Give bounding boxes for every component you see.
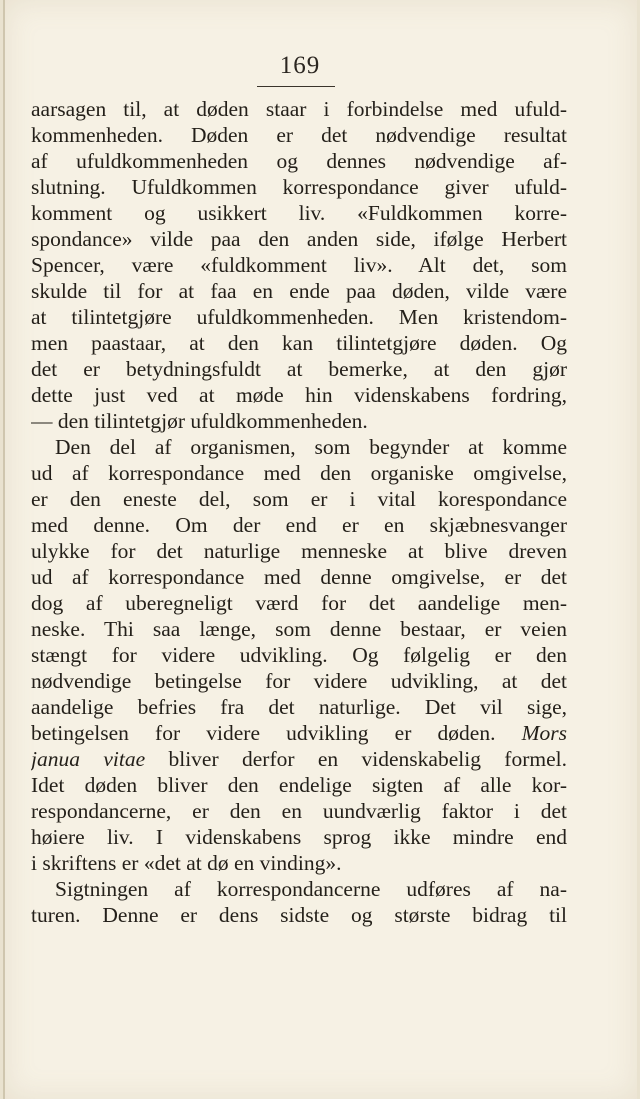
text-line: Spencer, være «fuldkomment liv». Alt det, som bbox=[31, 253, 567, 277]
page-number-rule bbox=[257, 86, 335, 87]
text-line: betingelsen for videre udvikling er døden. Mors bbox=[31, 721, 567, 745]
text-line: skulde til for at faa en ende paa døden, vilde være bbox=[31, 279, 567, 303]
text-line: høiere liv. I videnskabens sprog ikke mindre end bbox=[31, 825, 567, 849]
text-line: kommenheden. Døden er det nødvendige resultat bbox=[31, 123, 567, 147]
latin-phrase: Mors bbox=[521, 721, 567, 745]
text-line: men paastaar, at den kan tilintetgjøre døden. Og bbox=[31, 331, 567, 355]
text-line: er den eneste del, som er i vital korespondance bbox=[31, 487, 567, 511]
text-line: dog af uberegneligt værd for det aandelige men- bbox=[31, 591, 567, 615]
text-line: at tilintetgjøre ufuldkommenheden. Men kristendom- bbox=[31, 305, 567, 329]
latin-phrase: janua vitae bbox=[31, 747, 146, 771]
text-line: janua vitae bliver derfor en videnskabelig formel. bbox=[31, 747, 567, 771]
paragraph-start-line: Sigtningen af korrespondancerne udføres af na- bbox=[55, 877, 567, 901]
text-line: nødvendige betingelse for videre udvikling, at det bbox=[31, 669, 567, 693]
paragraph-start-line: Den del af organismen, som begynder at komme bbox=[55, 435, 567, 459]
text-line: ud af korrespondance med denne omgivelse, er det bbox=[31, 565, 567, 589]
text-line: ud af korrespondance med den organiske omgivelse, bbox=[31, 461, 567, 485]
text-line: Idet døden bliver den endelige sigten af alle kor- bbox=[31, 773, 567, 797]
book-page bbox=[3, 0, 637, 1099]
text-line: slutning. Ufuldkommen korrespondance giver ufuld- bbox=[31, 175, 567, 199]
text-line: komment og usikkert liv. «Fuldkommen korre- bbox=[31, 201, 567, 225]
text-line: aandelige befries fra det naturlige. Det vil sige, bbox=[31, 695, 567, 719]
paragraph-end-line: i skriftens er «det at dø en vinding». bbox=[31, 851, 342, 875]
text-line: det er betydningsfuldt at bemerke, at den gjør bbox=[31, 357, 567, 381]
text-line: aarsagen til, at døden staar i forbindelse med ufuld- bbox=[31, 97, 567, 121]
text-line: neske. Thi saa længe, som denne bestaar, er veien bbox=[31, 617, 567, 641]
page-number: 169 bbox=[279, 52, 321, 79]
text-line: respondancerne, er den en uundværlig faktor i det bbox=[31, 799, 567, 823]
text-line: turen. Denne er dens sidste og største bidrag til bbox=[31, 903, 567, 927]
text-line: af ufuldkommenheden og dennes nødvendige af- bbox=[31, 149, 567, 173]
text-line: spondance» vilde paa den anden side, ifølge Herbert bbox=[31, 227, 567, 251]
body-text bbox=[31, 96, 567, 928]
paragraph-end-line: — den tilintetgjør ufuldkommenheden. bbox=[31, 409, 368, 433]
text-line: med denne. Om der end er en skjæbnesvanger bbox=[31, 513, 567, 537]
text-line: dette just ved at møde hin videnskabens fordring, bbox=[31, 383, 567, 407]
text-line: stængt for videre udvikling. Og følgelig er den bbox=[31, 643, 567, 667]
text-line: ulykke for det naturlige menneske at blive dreven bbox=[31, 539, 567, 563]
